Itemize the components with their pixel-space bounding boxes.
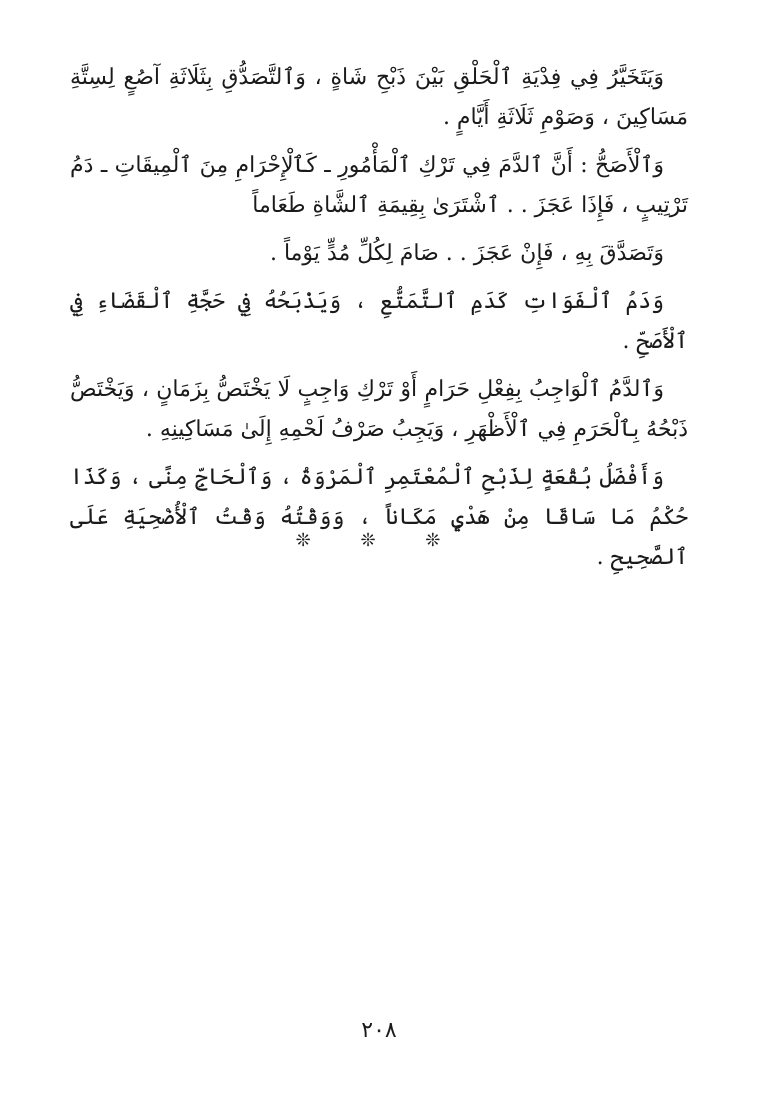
paragraph-shaving-ransom: وَيَتَخَيَّرُ فِي فِدْيَةِ ٱلْحَلْقِ بَيْنَ ذَبْحِ شَاةٍ ، وَٱلتَّصَدُّقِ بِثَلَاثَةِ آصُعٍ لِسِتَّةِ مَسَاكِينَ ، وَصَوْمِ ثَلَاثَةِ أَيَّامٍ . bbox=[70, 65, 688, 130]
paragraph-best-place: وَأَفْضَلُ بُقْعَةٍ لِذَبْحِ ٱلْمُعْتَمِرِ ٱلْمَرْوَةُ ، وَٱلْحَاجِّ مِنًى ، وَكَذَا حُكْمُ مَا سَاقَا مِنْ هَدْيٍ مَكَاناً ، وَوَقْتُهُ وَقْتُ ٱلْأُضْحِيَةِ عَلَى ٱلصَّحِيحِ . bbox=[70, 465, 688, 570]
paragraph-omitted-command: وَٱلْأَصَحُّ : أَنَّ ٱلدَّمَ فِي تَرْكِ ٱلْمَأْمُورِ ـ كَٱلْإِحْرَامِ مِنَ ٱلْمِيقَاتِ ـ دَمُ تَرْتِيبٍ ، فَإِذَا عَجَزَ . . ٱشْتَرَىٰ بِقِيمَةِ ٱلشَّاةِ طَعَاماً bbox=[70, 153, 688, 218]
paragraph-charity-fasting: وَتَصَدَّقَ بِهِ ، فَإِنْ عَجَزَ . . صَامَ لِكُلِّ مُدٍّ يَوْماً . bbox=[269, 241, 664, 266]
page-number: ٢٠٨ bbox=[361, 1018, 397, 1043]
paragraph-missed-pilgrimage: وَدَمُ ٱلْفَوَاتِ كَدَمِ ٱلتَّمَتُّعِ ، وَيَذْبَحُهُ فِي حَجَّةِ ٱلْقَضَاءِ فِي ٱلْأَصَحِّ . bbox=[70, 289, 688, 354]
paragraph-obligatory-blood: وَٱلدَّمُ ٱلْوَاجِبُ بِفِعْلِ حَرَامٍ أَوْ تَرْكِ وَاجِبٍ لَا يَخْتَصُّ بِزَمَانٍ ، وَيَخْتَصُّ ذَبْحُهُ بِٱلْحَرَمِ فِي ٱلْأَظْهَرِ ، وَيَجِبُ صَرْفُ لَحْمِهِ إِلَىٰ مَسَاكِينِهِ . bbox=[70, 377, 688, 442]
body-text bbox=[70, 58, 688, 586]
section-separator: ❊ ❊ ❊ bbox=[295, 530, 463, 551]
